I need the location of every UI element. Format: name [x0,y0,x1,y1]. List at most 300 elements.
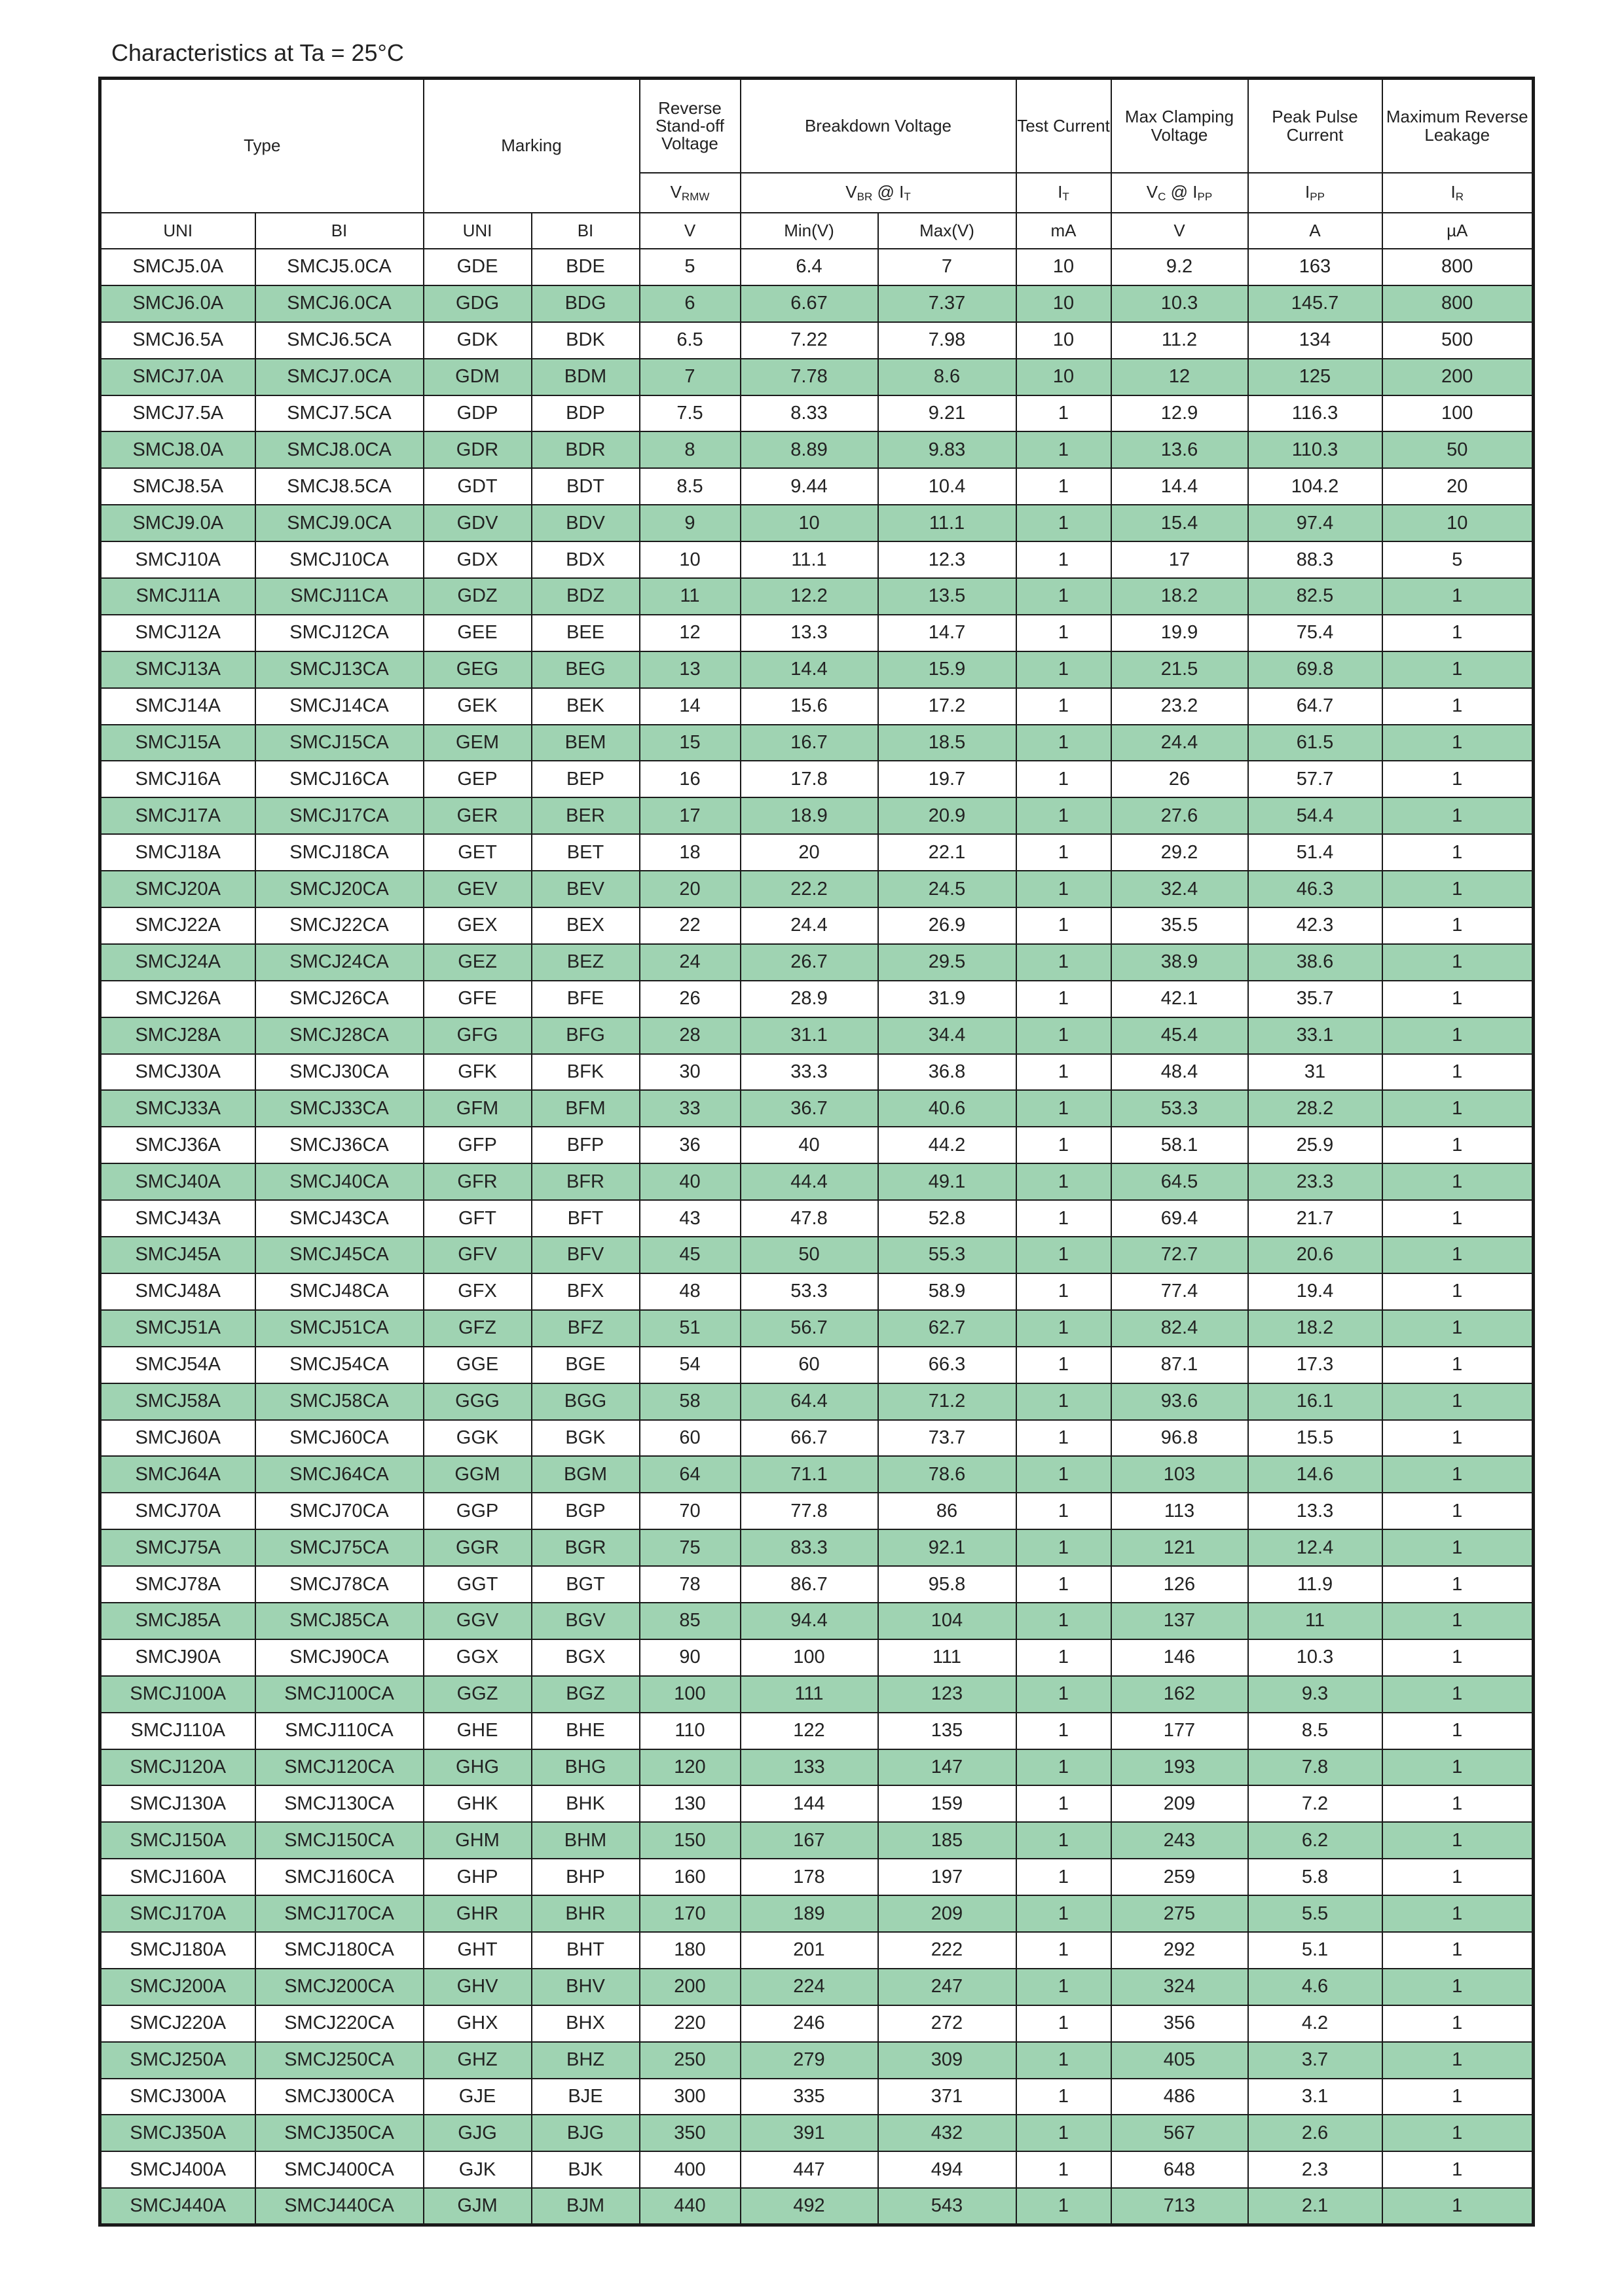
cell-clamping-voltage: 193 [1111,1749,1248,1786]
cell-vbr-min: 17.8 [741,761,878,797]
cell-vrwm: 12 [640,615,741,651]
cell-vbr-max: 10.4 [878,468,1016,505]
cell-type-uni: SMCJ51A [100,1310,255,1347]
cell-clamping-voltage: 275 [1111,1895,1248,1932]
cell-type-uni: SMCJ17A [100,797,255,834]
cell-peak-pulse-current: 25.9 [1248,1127,1382,1163]
cell-marking-bi: BEX [532,907,640,944]
cell-test-current: 1 [1016,1749,1111,1786]
cell-test-current: 1 [1016,468,1111,505]
cell-test-current: 1 [1016,1163,1111,1200]
cell-vbr-max: 12.3 [878,541,1016,578]
cell-type-bi: SMCJ22CA [255,907,424,944]
cell-peak-pulse-current: 46.3 [1248,871,1382,907]
cell-vbr-min: 64.4 [741,1383,878,1420]
cell-vbr-min: 13.3 [741,615,878,651]
cell-clamping-voltage: 10.3 [1111,285,1248,322]
cell-vrwm: 11 [640,578,741,615]
table-row [100,651,1534,688]
cell-vbr-min: 14.4 [741,651,878,688]
cell-marking-uni: GER [424,797,532,834]
cell-type-bi: SMCJ12CA [255,615,424,651]
cell-vrwm: 64 [640,1456,741,1493]
cell-reverse-leakage: 1 [1382,797,1534,834]
cell-marking-uni: GHR [424,1895,532,1932]
cell-vbr-min: 6.67 [741,285,878,322]
cell-test-current: 1 [1016,2042,1111,2079]
symbol-ipp: $I_{PP}$ [1248,173,1382,213]
cell-vbr-max: 62.7 [878,1310,1016,1347]
cell-test-current: 1 [1016,2079,1111,2115]
cell-marking-bi: BGX [532,1639,640,1676]
cell-vbr-max: 95.8 [878,1566,1016,1603]
cell-reverse-leakage: 800 [1382,285,1534,322]
cell-marking-bi: BFX [532,1273,640,1310]
cell-vrwm: 40 [640,1163,741,1200]
cell-marking-uni: GFK [424,1054,532,1091]
cell-vbr-max: 123 [878,1676,1016,1713]
cell-test-current: 1 [1016,1383,1111,1420]
cell-marking-bi: BEM [532,725,640,761]
cell-reverse-leakage: 1 [1382,2005,1534,2042]
cell-type-bi: SMCJ440CA [255,2188,424,2225]
cell-type-uni: SMCJ45A [100,1237,255,1273]
cell-peak-pulse-current: 15.5 [1248,1420,1382,1457]
cell-type-uni: SMCJ54A [100,1347,255,1383]
cell-test-current: 1 [1016,1347,1111,1383]
cell-type-bi: SMCJ16CA [255,761,424,797]
cell-peak-pulse-current: 2.6 [1248,2115,1382,2151]
cell-marking-bi: BDZ [532,578,640,615]
header-standoff-voltage: Reverse Stand-off Voltage [640,79,741,173]
cell-peak-pulse-current: 4.6 [1248,1969,1382,2005]
cell-clamping-voltage: 58.1 [1111,1127,1248,1163]
cell-peak-pulse-current: 5.8 [1248,1859,1382,1895]
table-row [100,1054,1534,1091]
cell-clamping-voltage: 45.4 [1111,1017,1248,1054]
cell-vbr-max: 20.9 [878,797,1016,834]
table-row [100,1273,1534,1310]
cell-peak-pulse-current: 11 [1248,1603,1382,1639]
cell-vbr-max: 86 [878,1493,1016,1529]
unit-cell: Min(V) [741,213,878,249]
cell-peak-pulse-current: 75.4 [1248,615,1382,651]
cell-peak-pulse-current: 9.3 [1248,1676,1382,1713]
cell-marking-uni: GFR [424,1163,532,1200]
cell-type-uni: SMCJ130A [100,1785,255,1822]
cell-vbr-max: 73.7 [878,1420,1016,1457]
cell-test-current: 1 [1016,2005,1111,2042]
cell-marking-uni: GHP [424,1859,532,1895]
cell-reverse-leakage: 1 [1382,2079,1534,2115]
cell-marking-bi: BGG [532,1383,640,1420]
cell-test-current: 1 [1016,431,1111,468]
cell-marking-uni: GHZ [424,2042,532,2079]
cell-marking-bi: BJG [532,2115,640,2151]
cell-reverse-leakage: 5 [1382,541,1534,578]
cell-vrwm: 36 [640,1127,741,1163]
cell-vbr-min: 18.9 [741,797,878,834]
cell-type-uni: SMCJ28A [100,1017,255,1054]
cell-marking-uni: GHX [424,2005,532,2042]
cell-clamping-voltage: 137 [1111,1603,1248,1639]
cell-type-uni: SMCJ16A [100,761,255,797]
table-row [100,1566,1534,1603]
cell-clamping-voltage: 13.6 [1111,431,1248,468]
cell-vbr-min: 246 [741,2005,878,2042]
cell-clamping-voltage: 567 [1111,2115,1248,2151]
cell-test-current: 1 [1016,1785,1111,1822]
table-row [100,1237,1534,1273]
cell-vbr-min: 83.3 [741,1529,878,1566]
cell-vrwm: 110 [640,1713,741,1749]
cell-reverse-leakage: 1 [1382,1127,1534,1163]
cell-vbr-max: 371 [878,2079,1016,2115]
cell-marking-uni: GGR [424,1529,532,1566]
cell-type-uni: SMCJ250A [100,2042,255,2079]
cell-type-bi: SMCJ8.0CA [255,431,424,468]
table-row [100,2188,1534,2225]
cell-test-current: 1 [1016,651,1111,688]
cell-type-uni: SMCJ85A [100,1603,255,1639]
cell-reverse-leakage: 1 [1382,2042,1534,2079]
cell-clamping-voltage: 11.2 [1111,322,1248,359]
unit-cell: Max(V) [878,213,1016,249]
cell-vbr-min: 56.7 [741,1310,878,1347]
cell-vbr-max: 78.6 [878,1456,1016,1493]
cell-type-uni: SMCJ14A [100,688,255,725]
cell-reverse-leakage: 1 [1382,1163,1534,1200]
cell-vrwm: 8.5 [640,468,741,505]
cell-peak-pulse-current: 11.9 [1248,1566,1382,1603]
cell-type-bi: SMCJ28CA [255,1017,424,1054]
cell-test-current: 1 [1016,395,1111,432]
cell-vrwm: 440 [640,2188,741,2225]
cell-marking-bi: BGP [532,1493,640,1529]
cell-type-bi: SMCJ11CA [255,578,424,615]
cell-type-uni: SMCJ180A [100,1932,255,1969]
cell-reverse-leakage: 1 [1382,651,1534,688]
cell-vrwm: 22 [640,907,741,944]
cell-peak-pulse-current: 5.1 [1248,1932,1382,1969]
cell-reverse-leakage: 1 [1382,1200,1534,1237]
header-type: Type [100,79,424,213]
cell-marking-uni: GGZ [424,1676,532,1713]
cell-type-uni: SMCJ6.5A [100,322,255,359]
cell-test-current: 1 [1016,907,1111,944]
cell-vrwm: 5 [640,249,741,285]
cell-type-bi: SMCJ30CA [255,1054,424,1091]
table-row [100,2115,1534,2151]
cell-peak-pulse-current: 7.8 [1248,1749,1382,1786]
cell-vbr-max: 8.6 [878,359,1016,395]
cell-peak-pulse-current: 104.2 [1248,468,1382,505]
cell-test-current: 1 [1016,578,1111,615]
table-row [100,322,1534,359]
cell-test-current: 1 [1016,1420,1111,1457]
cell-marking-uni: GHV [424,1969,532,2005]
cell-type-bi: SMCJ54CA [255,1347,424,1383]
cell-clamping-voltage: 243 [1111,1822,1248,1859]
cell-test-current: 1 [1016,688,1111,725]
cell-reverse-leakage: 10 [1382,505,1534,541]
cell-type-uni: SMCJ7.5A [100,395,255,432]
cell-marking-uni: GFG [424,1017,532,1054]
table-row [100,1713,1534,1749]
cell-test-current: 1 [1016,1310,1111,1347]
cell-marking-uni: GFM [424,1090,532,1127]
cell-type-uni: SMCJ5.0A [100,249,255,285]
cell-vbr-min: 22.2 [741,871,878,907]
cell-test-current: 1 [1016,834,1111,871]
cell-test-current: 1 [1016,1200,1111,1237]
cell-vbr-min: 7.22 [741,322,878,359]
cell-peak-pulse-current: 7.2 [1248,1785,1382,1822]
cell-reverse-leakage: 1 [1382,1639,1534,1676]
cell-reverse-leakage: 1 [1382,1310,1534,1347]
cell-clamping-voltage: 126 [1111,1566,1248,1603]
cell-vrwm: 7 [640,359,741,395]
cell-type-bi: SMCJ170CA [255,1895,424,1932]
cell-marking-bi: BHR [532,1895,640,1932]
cell-marking-uni: GEG [424,651,532,688]
cell-marking-uni: GGV [424,1603,532,1639]
cell-marking-bi: BEP [532,761,640,797]
cell-test-current: 1 [1016,2115,1111,2151]
cell-peak-pulse-current: 2.1 [1248,2188,1382,2225]
cell-peak-pulse-current: 18.2 [1248,1310,1382,1347]
cell-peak-pulse-current: 38.6 [1248,944,1382,981]
cell-marking-uni: GDM [424,359,532,395]
cell-vbr-max: 14.7 [878,615,1016,651]
cell-reverse-leakage: 1 [1382,907,1534,944]
table-row [100,1969,1534,2005]
cell-vrwm: 17 [640,797,741,834]
cell-type-bi: SMCJ78CA [255,1566,424,1603]
unit-cell: µA [1382,213,1534,249]
cell-clamping-voltage: 24.4 [1111,725,1248,761]
cell-marking-uni: GET [424,834,532,871]
cell-clamping-voltage: 292 [1111,1932,1248,1969]
cell-type-bi: SMCJ43CA [255,1200,424,1237]
table-row [100,1822,1534,1859]
cell-clamping-voltage: 103 [1111,1456,1248,1493]
table-row [100,1603,1534,1639]
cell-reverse-leakage: 1 [1382,1785,1534,1822]
cell-marking-uni: GHE [424,1713,532,1749]
cell-type-bi: SMCJ7.5CA [255,395,424,432]
cell-clamping-voltage: 23.2 [1111,688,1248,725]
cell-type-uni: SMCJ36A [100,1127,255,1163]
cell-marking-uni: GHK [424,1785,532,1822]
cell-marking-bi: BHT [532,1932,640,1969]
cell-peak-pulse-current: 82.5 [1248,578,1382,615]
cell-marking-uni: GJK [424,2151,532,2188]
header-marking: Marking [424,79,640,213]
cell-type-bi: SMCJ13CA [255,651,424,688]
cell-vbr-min: 447 [741,2151,878,2188]
cell-marking-uni: GJM [424,2188,532,2225]
cell-marking-bi: BFG [532,1017,640,1054]
table-row [100,2005,1534,2042]
cell-reverse-leakage: 1 [1382,1676,1534,1713]
cell-vbr-max: 44.2 [878,1127,1016,1163]
cell-vrwm: 6 [640,285,741,322]
cell-peak-pulse-current: 145.7 [1248,285,1382,322]
cell-test-current: 1 [1016,615,1111,651]
cell-type-bi: SMCJ45CA [255,1237,424,1273]
cell-type-uni: SMCJ8.5A [100,468,255,505]
cell-vrwm: 150 [640,1822,741,1859]
table-row [100,541,1534,578]
cell-vbr-max: 222 [878,1932,1016,1969]
cell-reverse-leakage: 1 [1382,944,1534,981]
cell-peak-pulse-current: 110.3 [1248,431,1382,468]
cell-clamping-voltage: 48.4 [1111,1054,1248,1091]
table-row [100,1200,1534,1237]
cell-marking-bi: BJK [532,2151,640,2188]
cell-type-uni: SMCJ350A [100,2115,255,2151]
cell-reverse-leakage: 200 [1382,359,1534,395]
cell-test-current: 10 [1016,285,1111,322]
cell-type-uni: SMCJ24A [100,944,255,981]
cell-vbr-max: 18.5 [878,725,1016,761]
cell-marking-uni: GDE [424,249,532,285]
cell-marking-bi: BGR [532,1529,640,1566]
cell-marking-uni: GEZ [424,944,532,981]
cell-marking-bi: BGK [532,1420,640,1457]
cell-type-bi: SMCJ6.0CA [255,285,424,322]
cell-vbr-max: 19.7 [878,761,1016,797]
cell-vrwm: 75 [640,1529,741,1566]
cell-vbr-max: 197 [878,1859,1016,1895]
cell-marking-uni: GGG [424,1383,532,1420]
cell-clamping-voltage: 27.6 [1111,797,1248,834]
table-row [100,1310,1534,1347]
cell-marking-uni: GHT [424,1932,532,1969]
cell-marking-bi: BDX [532,541,640,578]
cell-marking-uni: GGM [424,1456,532,1493]
cell-clamping-voltage: 87.1 [1111,1347,1248,1383]
cell-vrwm: 90 [640,1639,741,1676]
cell-reverse-leakage: 1 [1382,615,1534,651]
cell-peak-pulse-current: 10.3 [1248,1639,1382,1676]
cell-peak-pulse-current: 20.6 [1248,1237,1382,1273]
cell-clamping-voltage: 12.9 [1111,395,1248,432]
table-row [100,1017,1534,1054]
cell-reverse-leakage: 1 [1382,688,1534,725]
cell-type-bi: SMCJ100CA [255,1676,424,1713]
cell-vbr-max: 49.1 [878,1163,1016,1200]
cell-vrwm: 45 [640,1237,741,1273]
cell-type-bi: SMCJ400CA [255,2151,424,2188]
table-row [100,505,1534,541]
cell-clamping-voltage: 64.5 [1111,1163,1248,1200]
cell-vbr-min: 167 [741,1822,878,1859]
cell-peak-pulse-current: 12.4 [1248,1529,1382,1566]
cell-vrwm: 250 [640,2042,741,2079]
cell-vbr-min: 11.1 [741,541,878,578]
table-row [100,1127,1534,1163]
cell-test-current: 1 [1016,1090,1111,1127]
cell-marking-bi: BGZ [532,1676,640,1713]
cell-clamping-voltage: 17 [1111,541,1248,578]
cell-marking-bi: BHZ [532,2042,640,2079]
cell-marking-uni: GJG [424,2115,532,2151]
cell-reverse-leakage: 1 [1382,1529,1534,1566]
table-row [100,907,1534,944]
cell-vbr-min: 8.89 [741,431,878,468]
cell-vrwm: 10 [640,541,741,578]
cell-marking-uni: GDK [424,322,532,359]
header-reverse-leakage: Maximum Reverse Leakage [1382,79,1534,173]
cell-vrwm: 20 [640,871,741,907]
cell-type-uni: SMCJ100A [100,1676,255,1713]
table-row [100,249,1534,285]
cell-test-current: 1 [1016,1493,1111,1529]
unit-cell: mA [1016,213,1111,249]
cell-vbr-min: 31.1 [741,1017,878,1054]
cell-vbr-max: 247 [878,1969,1016,2005]
cell-marking-bi: BHX [532,2005,640,2042]
cell-vbr-min: 40 [741,1127,878,1163]
cell-type-uni: SMCJ48A [100,1273,255,1310]
cell-vrwm: 18 [640,834,741,871]
cell-vbr-max: 432 [878,2115,1016,2151]
cell-type-uni: SMCJ9.0A [100,505,255,541]
cell-vbr-max: 159 [878,1785,1016,1822]
cell-reverse-leakage: 1 [1382,1822,1534,1859]
cell-marking-uni: GFX [424,1273,532,1310]
cell-vrwm: 43 [640,1200,741,1237]
cell-vrwm: 100 [640,1676,741,1713]
table-row [100,1456,1534,1493]
cell-reverse-leakage: 1 [1382,1895,1534,1932]
cell-type-uni: SMCJ440A [100,2188,255,2225]
symbol-it: $I_T$ [1016,173,1111,213]
cell-marking-uni: GGT [424,1566,532,1603]
cell-vrwm: 120 [640,1749,741,1786]
cell-reverse-leakage: 1 [1382,1017,1534,1054]
cell-marking-uni: GFE [424,981,532,1017]
cell-test-current: 1 [1016,1639,1111,1676]
cell-marking-uni: GGX [424,1639,532,1676]
table-row [100,1676,1534,1713]
cell-marking-bi: BHG [532,1749,640,1786]
cell-type-bi: SMCJ18CA [255,834,424,871]
cell-reverse-leakage: 1 [1382,2151,1534,2188]
cell-type-bi: SMCJ180CA [255,1932,424,1969]
cell-type-uni: SMCJ60A [100,1420,255,1457]
cell-vrwm: 170 [640,1895,741,1932]
cell-vrwm: 160 [640,1859,741,1895]
cell-vbr-max: 13.5 [878,578,1016,615]
cell-peak-pulse-current: 13.3 [1248,1493,1382,1529]
header-row-titles [100,79,1534,173]
cell-vbr-max: 66.3 [878,1347,1016,1383]
cell-type-uni: SMCJ64A [100,1456,255,1493]
cell-marking-bi: BDE [532,249,640,285]
cell-type-uni: SMCJ170A [100,1895,255,1932]
unit-cell: V [1111,213,1248,249]
cell-type-uni: SMCJ8.0A [100,431,255,468]
cell-marking-bi: BFM [532,1090,640,1127]
cell-peak-pulse-current: 17.3 [1248,1347,1382,1383]
cell-vrwm: 200 [640,1969,741,2005]
symbol-ir: $I_R$ [1382,173,1534,213]
table-row [100,797,1534,834]
cell-test-current: 1 [1016,1713,1111,1749]
